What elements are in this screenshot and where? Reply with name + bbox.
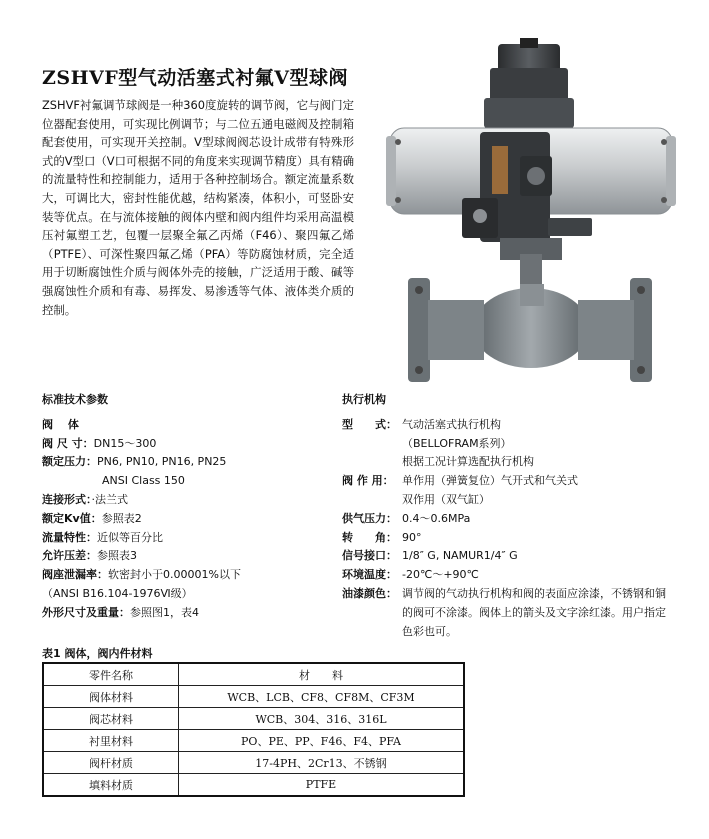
spec-value: DN15～300 [93, 436, 157, 450]
actuator-value: 调节阀的气动执行机构和阀的表面应涂漆，不锈钢和铜的阀可不涂漆。阀体上的箭头及文字涂红漆。用户指定色彩也可。 [402, 586, 666, 638]
spec-value: ·法兰式 [91, 492, 128, 506]
spec-row [42, 510, 332, 529]
spec-label: 额定压力： [42, 455, 97, 469]
table-header: 材 料 [179, 663, 465, 686]
actuator-value: 根据工况计算选配执行机构 [402, 455, 534, 469]
spec-value: 近似等百分比 [97, 530, 163, 544]
table-cell: 17-4PH、2Cr13、不锈钢 [179, 752, 465, 774]
spec-label: 流量特性： [42, 530, 97, 544]
specs-subheading: 阀 体 [42, 417, 79, 431]
actuator-value: 气动活塞式执行机构 [402, 417, 501, 431]
table-cell: 阀体材料 [43, 686, 179, 708]
table-row [43, 752, 464, 774]
actuator-row [342, 566, 672, 585]
spec-label: 阀座泄漏率： [42, 568, 108, 582]
specs-heading: 标准技术参数 [42, 393, 108, 406]
table-header-row [43, 663, 464, 686]
actuator-row [342, 416, 672, 472]
actuator-value: -20℃～+90℃ [402, 568, 479, 582]
materials-table [42, 662, 465, 797]
actuator-row [342, 585, 672, 641]
table-row [43, 730, 464, 752]
table-cell: WCB、LCB、CF8、CF8M、CF3M [179, 686, 465, 708]
table-cell: WCB、304、316、316L [179, 708, 465, 730]
table-cell: 阀杆材质 [43, 752, 179, 774]
spec-label: 外形尺寸及重量： [42, 605, 130, 619]
spec-value: （ANSI B16.104-1976Ⅵ级） [42, 586, 193, 600]
page-title: ZSHVF型气动活塞式衬氟V型球阀 [42, 67, 349, 89]
spec-row [42, 566, 332, 585]
spec-label: 连接形式： [42, 492, 92, 506]
spec-value: ANSI Class 150 [102, 474, 185, 488]
spec-value: 参照表3 [97, 549, 137, 563]
actuator-value: 1/8″ G, NAMUR1/4″ G [402, 549, 518, 563]
spec-value: 软密封小于0.00001%以下 [108, 568, 241, 582]
spec-row [42, 435, 332, 454]
spec-value: 参照表2 [101, 511, 142, 525]
actuator-value: 90° [402, 530, 422, 544]
spec-row [42, 585, 332, 604]
actuator-label: 型 式： [342, 417, 397, 431]
actuator-row [342, 510, 672, 529]
actuator-heading: 执行机构 [342, 393, 386, 406]
spec-row [42, 472, 332, 491]
spec-label: 阀 尺 寸： [42, 436, 94, 450]
table-caption: 表1 阀体，阀内件材料 [42, 647, 153, 660]
table-cell: PO、PE、PP、F46、F4、PFA [179, 730, 465, 752]
standard-specs [42, 391, 332, 623]
actuator-label: 油漆颜色： [342, 586, 397, 600]
spec-row [42, 547, 332, 566]
intro-paragraph: ZSHVF衬氟调节球阀是一种360度旋转的调节阀，它与阀门定位器配套使用，可实现比例调节；与二位五通电磁阀及控制箱配套使用，可实现开关控制。V型球阀阀芯设计成带有特殊形式的V型口（V口可根据不同的角度来实现调节精度）具有精确的流量特性和控制能力，适用于各种控制场合。额定流量系数大，可调比大，密封性能优越，结构紧凑，体积小，可竖卧安装等优点。在与流体接触的阀体内壁和阀内组件均采用高温模压衬氟塑工艺，包覆一层聚全氟乙丙烯（F46）、聚四氟乙烯（PTFE）、可深性聚四氟乙烯（PFA）等防腐蚀材质，完全适用于切断腐蚀性介质与阀体外壳的接触，广泛适用于酸、碱等强腐蚀性介质和有毒、易挥发、易渗透等气体、液体类介质的控制。 [42, 98, 354, 317]
actuator-label: 信号接口： [342, 549, 397, 563]
actuator-value: （BELLOFRAM系列） [402, 436, 512, 450]
spec-label: 额定Kv值： [42, 511, 102, 525]
table-cell: 阀芯材料 [43, 708, 179, 730]
spec-row [42, 529, 332, 548]
actuator-label: 转 角： [342, 530, 397, 544]
spec-label: 允许压差： [42, 549, 97, 563]
actuator-label: 环境温度： [342, 568, 397, 582]
actuator-row [342, 529, 672, 548]
table-cell: 衬里材料 [43, 730, 179, 752]
table-header: 零件名称 [43, 663, 179, 686]
spec-row [42, 453, 332, 472]
table-row [43, 708, 464, 730]
actuator-specs [342, 391, 672, 641]
table-row [43, 774, 464, 797]
spec-row [42, 491, 332, 510]
actuator-label: 阀 作 用： [342, 474, 394, 488]
table-row [43, 686, 464, 708]
spec-value: 参照图1，表4 [130, 605, 199, 619]
actuator-row [342, 472, 672, 510]
actuator-value: 双作用（双气缸） [402, 492, 490, 506]
valve-product-image [380, 28, 680, 383]
actuator-value: 0.4～0.6MPa [402, 511, 471, 525]
table-cell: PTFE [179, 774, 465, 797]
actuator-label: 供气压力： [342, 511, 397, 525]
actuator-row [342, 547, 672, 566]
actuator-value: 单作用（弹簧复位）气开式和气关式 [402, 474, 578, 488]
table-cell: 填料材质 [43, 774, 179, 797]
spec-row [42, 604, 332, 623]
spec-value: PN6, PN10, PN16, PN25 [97, 455, 227, 469]
